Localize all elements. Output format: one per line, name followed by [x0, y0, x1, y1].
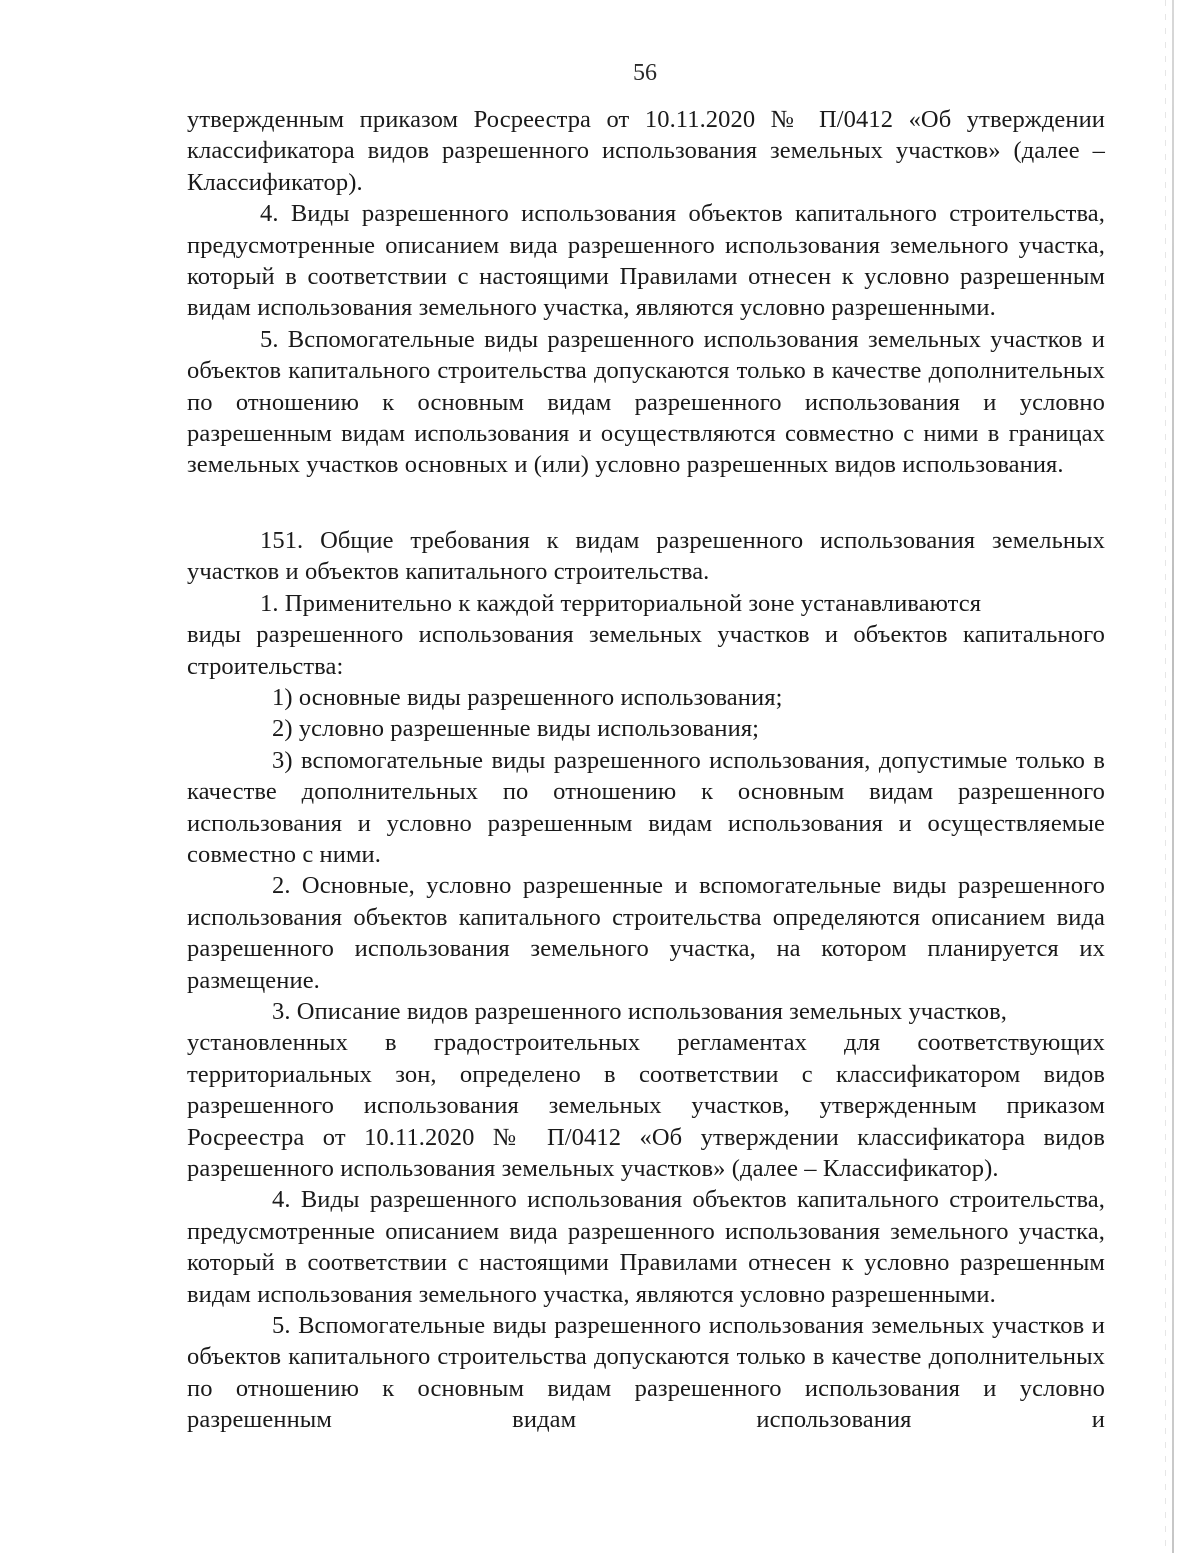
- section-heading-151: 151. Общие требования к видам разрешенного использования земельных участков и объектов капитального строительства.: [187, 526, 1105, 586]
- paragraph-item-4-second: 4. Виды разрешенного использования объектов капитального строительства, предусмотренные описанием вида разрешенного использования земельного участка, который в соответствии с настоящими Правилами отнесен к условно разрешенным видам использования земельного участка, являются условно разрешенными.: [187, 1186, 1105, 1308]
- list-item-3: 3) вспомогательные виды разрешенного использования, допустимые только в качестве дополнительных по отношению к основным видам разрешенного использования и условно разрешенным видам использования и осуществляемые совместно с ними.: [187, 746, 1105, 868]
- list-item-2: 2) условно разрешенные виды использования;: [272, 715, 760, 743]
- section-gap: [187, 481, 1105, 525]
- page-number: 56: [633, 60, 657, 86]
- paragraph-item-3-lead: 3. Описание видов разрешенного использования земельных участков,: [272, 997, 1007, 1025]
- document-body: [187, 104, 1105, 1436]
- paragraph-item-2: 2. Основные, условно разрешенные и вспомогательные виды разрешенного использования объектов капитального строительства определяются описанием вида разрешенного использования земельного участка, на котором планируется их размещение.: [187, 872, 1105, 994]
- paragraph-item-4-first: 4. Виды разрешенного использования объектов капитального строительства, предусмотренные описанием вида разрешенного использования земельного участка, который в соответствии с настоящими Правилами отнесен к условно разрешенным видам использования земельного участка, являются условно разрешенными.: [187, 200, 1105, 322]
- list-item-1: 1) основные виды разрешенного использования;: [272, 683, 783, 711]
- paragraph-item-3-rest: установленных в градостроительных регламентах для соответствующих территориальных зон, определено в соответствии с классификатором видов разрешенного использования земельных участков, утвержденным приказом Росреестра от 10.11.2020 № П/0412 «Об утверждении классификатора видов разрешенного использования земельных участков» (далее – Классификатор).: [187, 1029, 1105, 1182]
- paragraph-item-5-first: 5. Вспомогательные виды разрешенного использования земельных участков и объектов капитального строительства допускаются только в качестве дополнительных по отношению к основным видам разрешенного использования и условно разрешенным видам использования и осуществляются совместно с ними в границах земельных участков основных и (или) условно разрешенных видов использования.: [187, 325, 1105, 479]
- paragraph-item-1-lead: 1. Применительно к каждой территориальной зоне устанавливаются: [260, 589, 982, 617]
- paragraph-item-5-second: 5. Вспомогательные виды разрешенного использования земельных участков и объектов капитального строительства допускаются только в качестве дополнительных по отношению к основным видам разрешенного использования и условно разрешенным видам использования и: [187, 1312, 1105, 1434]
- paragraph-item-1-rest: виды разрешенного использования земельных участков и объектов капитального строительства:: [187, 621, 1105, 680]
- scan-edge-line: [1172, 0, 1174, 1553]
- scan-edge-dashes: [1165, 0, 1166, 1553]
- paragraph-carryover: утвержденным приказом Росреестра от 10.11.2020 № П/0412 «Об утверждении классификатора видов разрешенного использования земельных участков» (далее – Классификатор).: [187, 106, 1105, 196]
